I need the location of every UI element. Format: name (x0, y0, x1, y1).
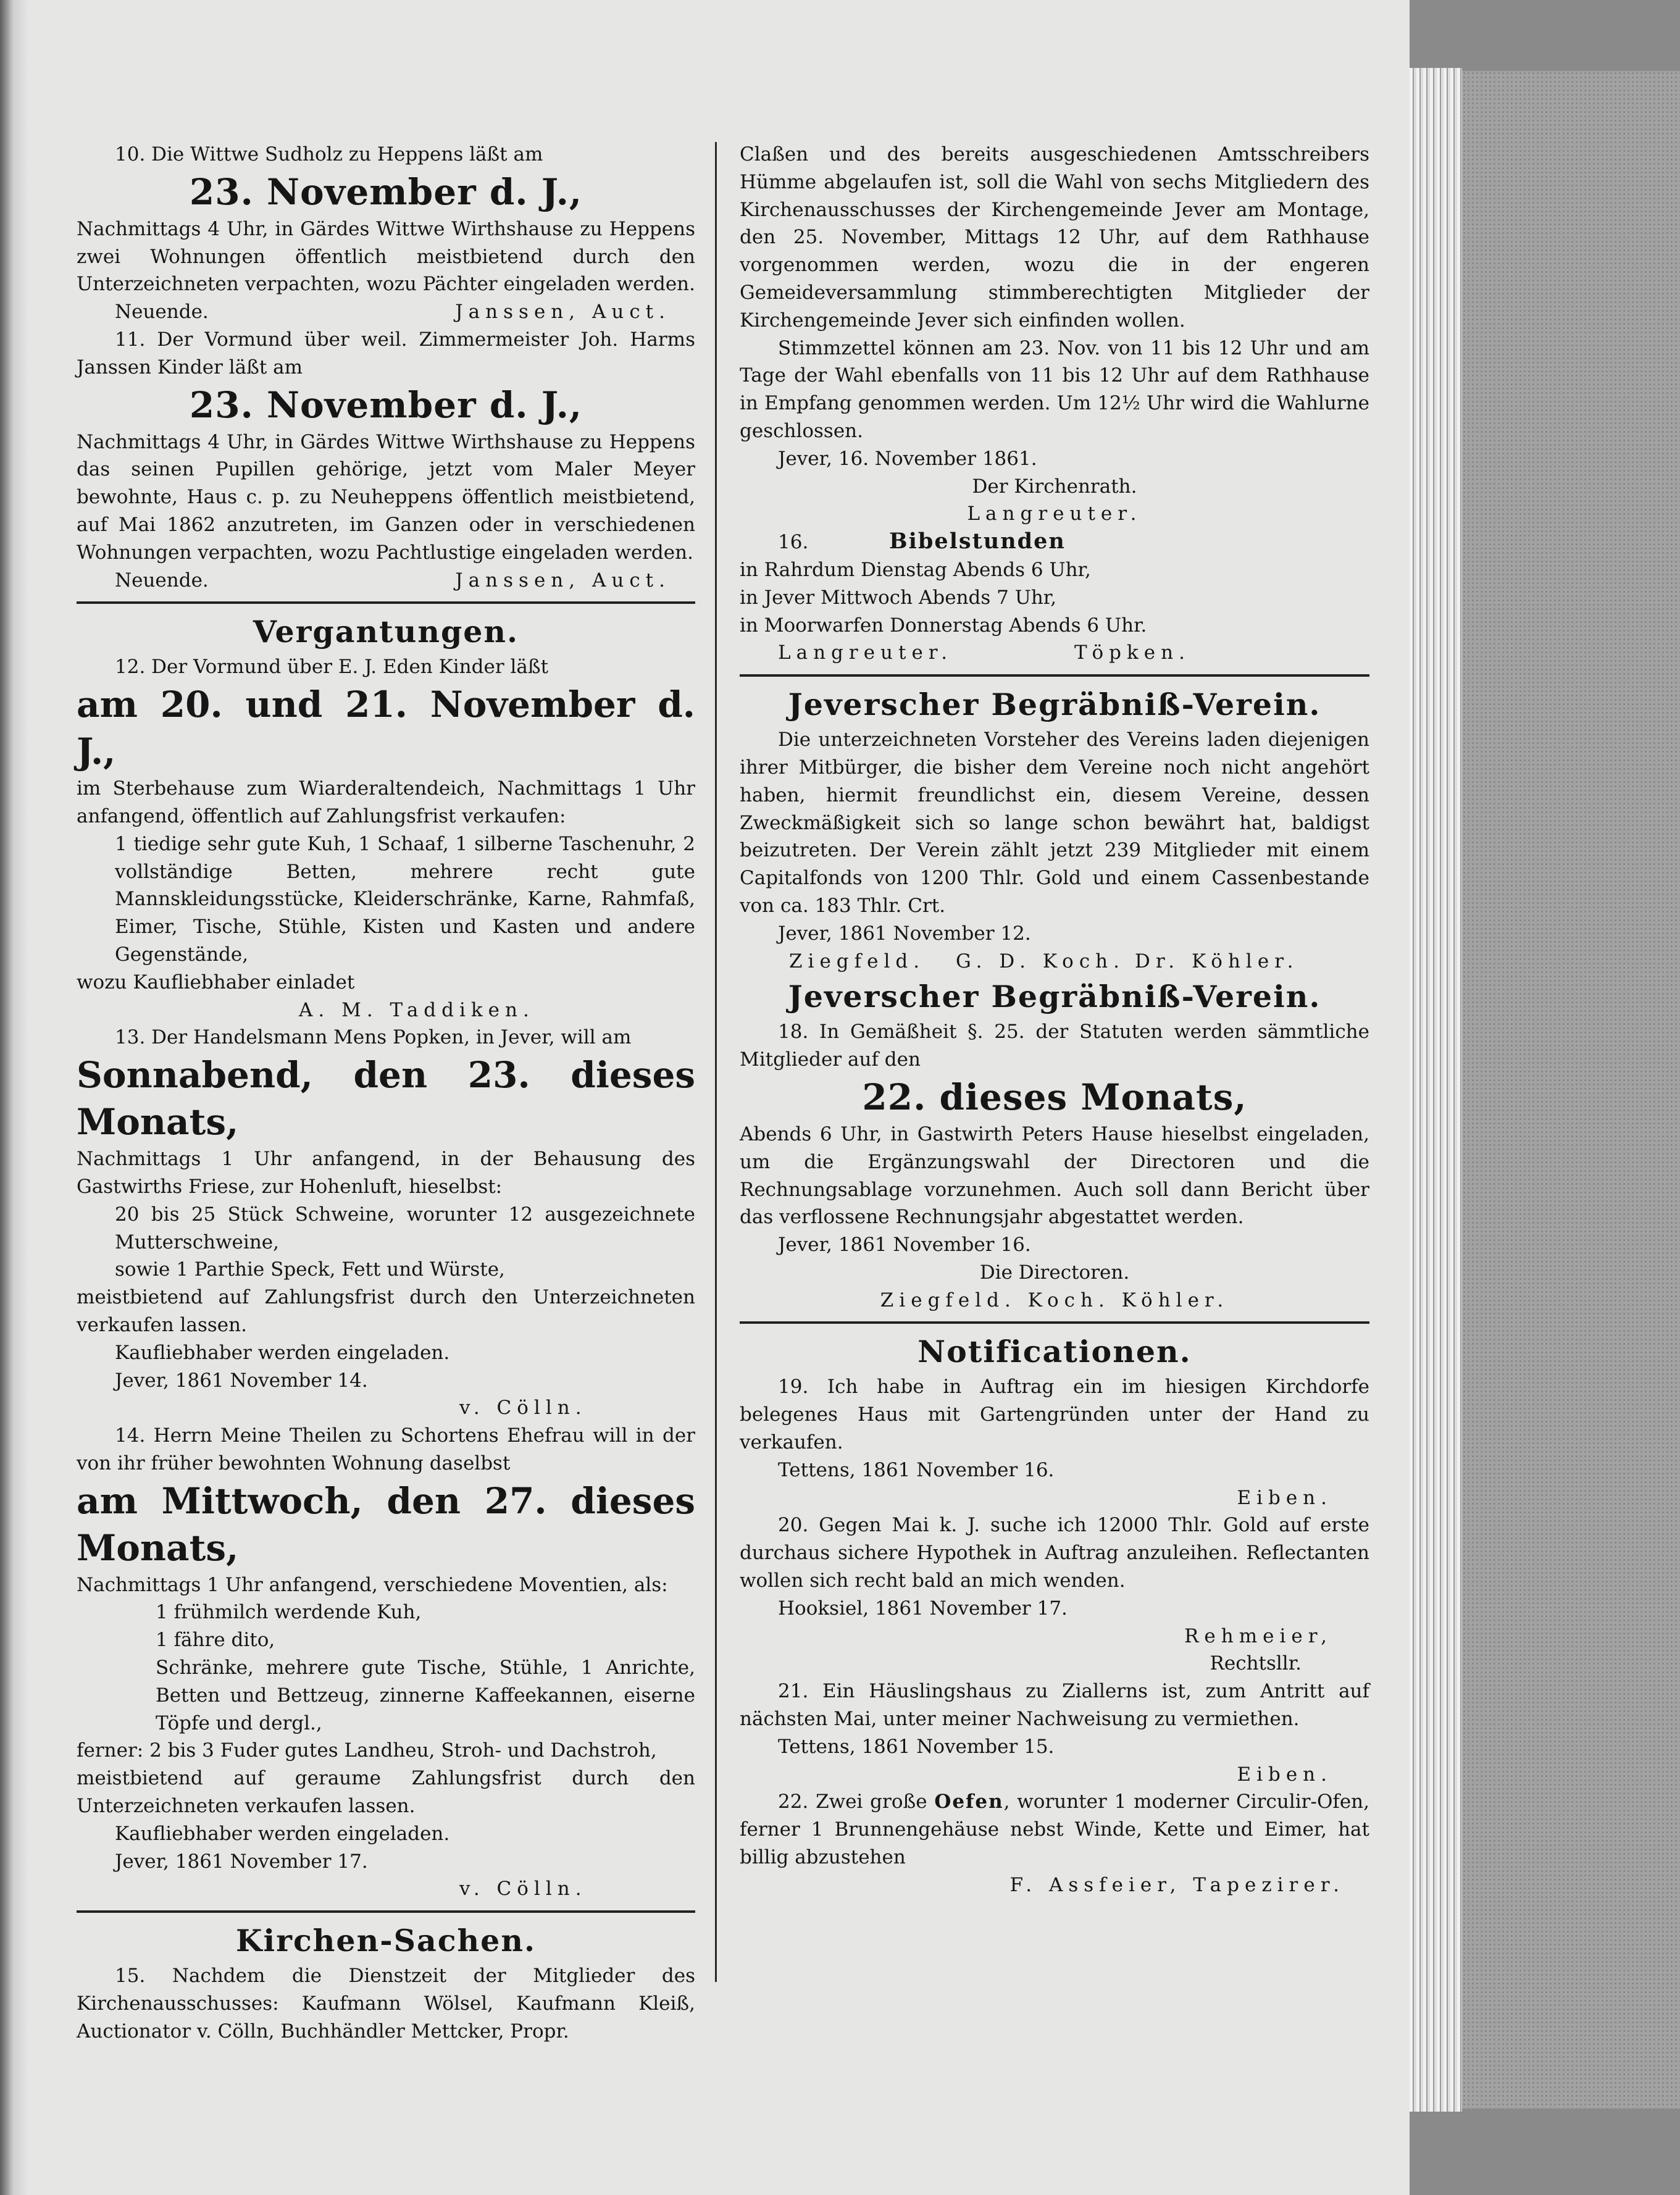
notice-13-body: Nachmittags 1 Uhr anfangend, in der Behausung des Gastwirths Friese, zur Hohenluft, hieselbst: (77, 1148, 695, 1198)
notice-14-intro: 14. Herrn Meine Theilen zu Schortens Ehefrau will in der von ihr früher bewohnten Wohnung daselbst (77, 1424, 695, 1474)
notice-16-line-1: in Rahrdum Dienstag Abends 6 Uhr, (740, 558, 1091, 581)
notice-11-signature (77, 567, 695, 595)
notice-14-body: Nachmittags 1 Uhr anfangend, verschiedene Moventien, als: (77, 1573, 668, 1596)
left-column (77, 141, 695, 2046)
notice-17-signature (740, 948, 1369, 976)
newspaper-page (30, 0, 1410, 2195)
notice-13-intro: 13. Der Handelsmann Mens Popken, in Jever, will am (115, 1026, 632, 1049)
notice-14-signer: v. Cölln. (459, 1878, 587, 1900)
book-page-edges (1410, 68, 1462, 2112)
notice-17-signer-1: Ziegfeld. (789, 950, 926, 972)
notice-10-body: Nachmittags 4 Uhr, in Gärdes Wittwe Wirthshause zu Heppens zwei Wohnungen öffentlich meistbietend durch den Unterzeichneten verpachten, wozu Pächter eingeladen werden. (77, 217, 696, 296)
section-divider (77, 601, 695, 604)
notice-19-dateline: Tettens, 1861 November 16. (778, 1458, 1055, 1481)
notice-22-text: , worunter 1 moderner Circulir-Ofen, ferner 1 Brunnengehäuse nebst Winde, Kette und Eimer, hat billig abzustehen (740, 1791, 1369, 1869)
notice-13-date: Sonnabend, den 23. dieses Monats, (77, 1054, 695, 1143)
notice-12-body: im Sterbehause zum Wiarderaltendeich, Nachmittags 1 Uhr anfangend, öffentlich auf Zahlungsfrist verkaufen: (77, 777, 695, 827)
notice-21-dateline: Tettens, 1861 November 15. (778, 1735, 1055, 1758)
notice-20-title: Rechtsllr. (1210, 1652, 1302, 1675)
notice-19-signer: Eiben. (1237, 1486, 1332, 1509)
section-heading-kirchen-sachen: Kirchen-Sachen. (235, 1923, 537, 1959)
notice-16-title: Bibelstunden (889, 529, 1066, 554)
notice-12-signer: A. M. Taddiken. (299, 998, 535, 1021)
book-cover (1462, 71, 1680, 2109)
notice-17-signer-3: Dr. Köhler. (1135, 950, 1299, 972)
notice-15-start: 15. Nachdem die Dienstzeit der Mitglieder des Kirchenausschusses: Kaufmann Wölsel, Kaufmann Kleiß, Auctionator v. Cölln, Buchhändler Mettcker, Propr. (77, 1965, 695, 2042)
notice-14-body-2: meistbietend auf geraume Zahlungsfrist durch den Unterzeichneten verkaufen lassen. (77, 1767, 695, 1818)
notice-10-date: 23. November d. J., (189, 170, 583, 213)
notice-11-intro: 11. Der Vormund über weil. Zimmermeister Joh. Harms Janssen Kinder läßt am (77, 328, 695, 378)
notice-15-body: Der Kirchenrath. (972, 475, 1137, 498)
notice-13-invite: Kaufliebhaber werden eingeladen. (115, 1341, 450, 1364)
notice-10-signer: Janssen, Auct. (455, 301, 671, 324)
notice-12-items: 1 tiedige sehr gute Kuh, 1 Schaaf, 1 silberne Taschenuhr, 2 vollständige Betten, mehrere recht gute Mannskleidungsstücke, Kleiderschränke, Karne, Rahmfaß, Eimer, Tische, Stühle, Kisten und Kasten und andere Gegenstände, (115, 832, 695, 966)
notice-10-signature (77, 298, 695, 326)
notice-15-votes: Stimmzettel können am 23. Nov. von 11 bis 12 Uhr und am Tage der Wahl ebenfalls von 11 bis 12 Uhr auf dem Rathhause in Empfang genommen werden. Um 12½ Uhr wird die Wahlurne geschlossen. (740, 337, 1369, 442)
notice-11-date: 23. November d. J., (189, 383, 583, 426)
notice-10-place: Neuende. (115, 301, 209, 324)
notice-18-body-2: Die Directoren. (979, 1261, 1130, 1284)
notice-16-signer-1: Langreuter. (778, 642, 953, 664)
notice-21-signer: Eiben. (1237, 1763, 1332, 1786)
notice-14-item-4: ferner: 2 bis 3 Fuder gutes Landheu, Stroh- und Dachstroh, (77, 1739, 657, 1762)
notice-22-signer: F. Assfeier, Tapezirer. (1009, 1873, 1345, 1896)
notice-12-closing: wozu Kaufliebhaber einladet (77, 971, 355, 993)
notice-15-continued: Claßen und des bereits ausgeschiedenen Amtsschreibers Hümme abgelaufen ist, soll die Wahl von sechs Mitgliedern des Kirchenausschusses der Kirchengemeinde Jever am Montage, den 25. November, Mittags 12 Uhr, auf dem Rathhause vorgenommen werden, wozu die in der engeren Gemeideversammlung stimmberechtigten Mitglieder der Kirchengemeinde Jever sich einfinden wollen. (740, 143, 1369, 332)
notice-22-body (740, 1788, 1369, 1871)
notice-18-title: Jeverscher Begräbniß-Verein. (788, 979, 1321, 1015)
notice-15-dateline: Jever, 16. November 1861. (778, 447, 1037, 470)
notice-18-date: 22. dieses Monats, (862, 1076, 1247, 1118)
notice-20-body: 20. Gegen Mai k. J. suche ich 12000 Thlr. Gold auf erste durchaus sichere Hypothek in Auftrag anzuleihen. Reflectanten wollen sich recht bald an mich wenden. (740, 1514, 1369, 1592)
notice-18-dateline: Jever, 1861 November 16. (778, 1234, 1031, 1256)
notice-13-item-1: 20 bis 25 Stück Schweine, worunter 12 ausgezeichnete Mutterschweine, (115, 1203, 695, 1253)
notice-12-date: am 20. und 21. November d. J., (77, 684, 695, 773)
notice-16-number: 16. (778, 531, 809, 554)
notice-13-signer: v. Cölln. (459, 1397, 587, 1419)
notice-14-invite: Kaufliebhaber werden eingeladen. (115, 1822, 450, 1845)
notice-16-line-2: in Jever Mittwoch Abends 7 Uhr, (740, 586, 1057, 609)
notice-14-item-2: 1 fähre dito, (156, 1629, 275, 1652)
notice-16-signature (740, 639, 1369, 667)
notice-20-dateline: Hooksiel, 1861 November 17. (778, 1597, 1068, 1620)
notice-17-signer-2: G. D. Koch. (956, 950, 1125, 972)
notice-11-body: Nachmittags 4 Uhr, in Gärdes Wittwe Wirthshause zu Heppens das seinen Pupillen gehörige, jetzt vom Maler Meyer bewohnte, Haus c. p. zu Neuheppens öffentlich meistbietend, auf Mai 1862 anzutreten, im Ganzen oder in verschiedenen Wohnungen verpachten, wozu Pachtlustige eingeladen werden. (77, 430, 695, 564)
notice-11-signer: Janssen, Auct. (455, 569, 671, 592)
notice-14-item-3: Schränke, mehrere gute Tische, Stühle, 1 Anrichte, Betten und Bettzeug, zinnerne Kaffeekannen, eiserne Töpfe und dergl., (156, 1657, 695, 1734)
notice-18-body: Abends 6 Uhr, in Gastwirth Peters Hause hieselbst eingeladen, um die Ergänzungswahl der Directoren und die Rechnungsablage vorzunehmen. Auch soll dann Bericht über das verflossene Rechnungsjahr abgestattet werden. (740, 1123, 1369, 1229)
section-divider (740, 1321, 1369, 1324)
notice-11-place: Neuende. (115, 569, 209, 592)
section-heading-vergantungen: Vergantungen. (253, 614, 519, 650)
notice-15-signer: Langreuter. (967, 503, 1142, 525)
section-divider (740, 674, 1369, 677)
notice-12-intro: 12. Der Vormund über E. J. Eden Kinder läßt (115, 656, 549, 679)
notice-13-item-2: sowie 1 Parthie Speck, Fett und Würste, (115, 1258, 505, 1281)
notice-16-signer-2: Töpken. (1074, 642, 1190, 664)
notice-16-line-3: in Moorwarfen Donnerstag Abends 6 Uhr. (740, 614, 1147, 637)
notice-17-dateline: Jever, 1861 November 12. (778, 922, 1031, 945)
notice-13-dateline: Jever, 1861 November 14. (115, 1369, 368, 1392)
section-divider (77, 1910, 695, 1913)
notice-18-intro: 18. In Gemäßheit §. 25. der Statuten werden sämmtliche Mitglieder auf den (740, 1021, 1369, 1071)
notice-14-item-1: 1 frühmilch werdende Kuh, (156, 1601, 422, 1624)
notice-19-body: 19. Ich habe in Auftrag ein im hiesigen Kirchdorfe belegenes Haus mit Gartengründen unter der Hand zu verkaufen. (740, 1376, 1369, 1454)
notice-20-signer: Rehmeier, (1184, 1624, 1332, 1647)
notice-22-bold: Oefen (934, 1791, 1004, 1813)
notice-17-body: Die unterzeichneten Vorsteher des Vereins laden diejenigen ihrer Mitbürger, die bisher dem Vereine noch nicht angehört haben, hiermit freundlichst ein, diesem Vereine, dessen Zweckmäßigkeit sich so lange schon bewährt hat, baldigst beizutreten. Der Verein zählt jetzt 239 Mitglieder mit einem Capitalfonds von 1200 Thlr. Gold und einem Cassenbestande von ca. 183 Thlr. Crt. (740, 729, 1369, 917)
notice-14-date: am Mittwoch, den 27. dieses Monats, (77, 1479, 695, 1569)
notice-16-header (740, 528, 1369, 556)
notice-14-dateline: Jever, 1861 November 17. (115, 1850, 368, 1873)
section-heading-notificationen: Notificationen. (917, 1334, 1192, 1370)
right-column (740, 141, 1369, 1899)
notice-21-body: 21. Ein Häuslingshaus zu Ziallerns ist, zum Antritt auf nächsten Mai, unter meiner Nachweisung zu vermiethen. (740, 1680, 1369, 1731)
notice-22-intro: 22. Zwei große (778, 1791, 927, 1813)
notice-10-intro: 10. Die Wittwe Sudholz zu Heppens läßt am (115, 143, 543, 165)
notice-17-title: Jeverscher Begräbniß-Verein. (788, 687, 1321, 723)
adjacent-page-edge (0, 0, 30, 2195)
notice-13-body-2: meistbietend auf Zahlungsfrist durch den Unterzeichneten verkaufen lassen. (77, 1286, 695, 1336)
column-divider (715, 142, 717, 1982)
notice-18-signer: Ziegfeld. Koch. Köhler. (880, 1289, 1229, 1311)
